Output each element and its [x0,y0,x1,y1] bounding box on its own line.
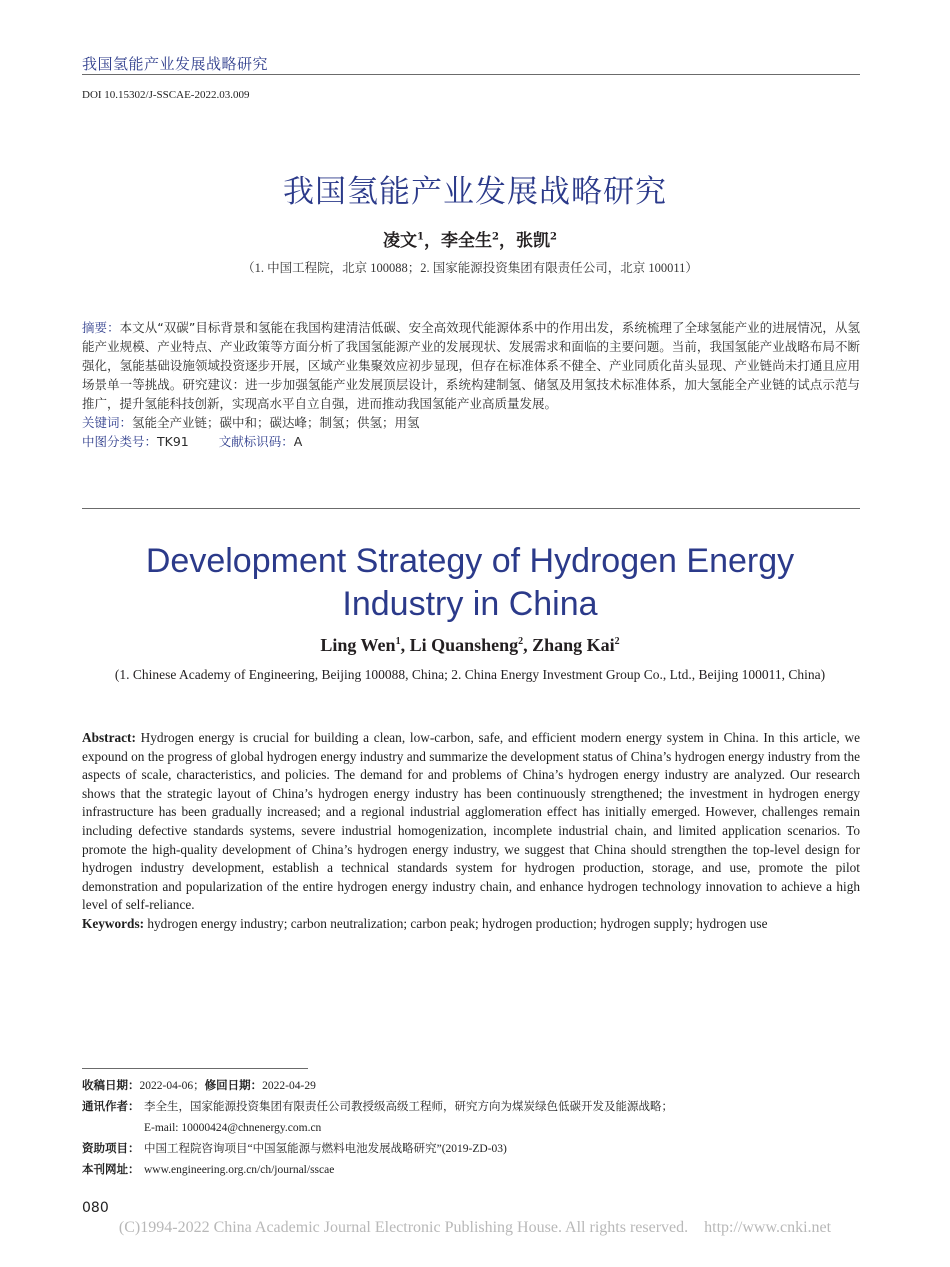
english-title [0,540,940,626]
doc-code-label: 文献标识码： [218,434,294,449]
section-divider [82,508,860,509]
journal-url-link[interactable]: www.engineering.org.cn/ch/journal/sscae [144,1164,335,1176]
chinese-affiliation: （1. 中国工程院，北京 100088；2. 国家能源投资集团有限责任公司，北京 100011） [242,261,698,275]
footnote-funding [82,1139,860,1160]
footnote-url [82,1160,860,1181]
page-number: 080 [82,1200,109,1216]
keywords-text: hydrogen energy industry; carbon neutralization; carbon peak; hydrogen production; hydrogen supply; hydrogen use [147,915,768,931]
running-head: 我国氢能产业发展战略研究 [82,55,269,73]
english-abstract-block [82,729,860,934]
english-title-line: Development Strategy of Hydrogen Energy [145,542,795,580]
clc-label: 中图分类号： [82,434,158,449]
chinese-abstract-block [82,318,860,451]
english-affiliation: (1. Chinese Academy of Engineering, Beijing 100088, China; 2. China Energy Investment Group Co., Ltd., Beijing 100011, China) [114,667,826,682]
author-name: Ling Wen [320,635,396,655]
chinese-keywords [82,413,860,432]
copyright-notice: (C)1994-2022 China Academic Journal Electronic Publishing House. All rights reserved. [118,1219,689,1236]
author-affil-mark: 2 [492,231,499,243]
author-affil-mark: 2 [518,636,524,647]
url-label: 本刊网址： [82,1164,140,1176]
header-divider [82,74,860,75]
abstract-label: 摘要： [82,320,120,335]
author-name: 张凯 [515,231,550,251]
author-affil-mark: 1 [395,636,401,647]
doc-code-value: A [293,434,303,449]
english-authors [0,635,940,656]
footnote-dates [82,1076,860,1097]
cnki-link[interactable]: http://www.cnki.net [704,1219,832,1236]
author-name: Li Quansheng [409,635,519,655]
abstract-label: Abstract: [82,730,136,745]
chinese-abstract [82,318,860,413]
clc-value: TK91 [157,434,189,449]
abstract-text: 本文从“双碳”目标背景和氢能在我国构建清洁低碳、安全高效现代能源体系中的作用出发，系统梳理了全球氢能产业的进展情况，从氢能产业规模、产业特点、产业政策等方面分析了我国氢能源产业的发展现状、发展需求和面临的主要问题。当前，我国氢能产业战略布局不断强化，氢能基础设施领域投资逐步开展，区域产业集聚效应初步显现，但存在标准体系不健全、产业同质化苗头显现、产业链尚未打通且应用场景单一等挑战。研究建议：进一步加强氢能产业发展顶层设计，系统构建制氢、储氢及用氢技术标准体系，加大氢能全产业链的试点示范与推广，提升氢能科技创新，实现高水平自立自强，进而推动我国氢能产业高质量发展。 [82,320,860,411]
english-keywords [82,915,860,934]
footnotes [82,1076,860,1181]
revised-date: 2022-04-29 [262,1080,316,1092]
author-separator: , [400,635,410,655]
copyright-watermark [30,1219,920,1237]
corresponding-text: 李全生，国家能源投资集团有限责任公司教授级高级工程师，研究方向为煤炭绿色低碳开发及能源战略； [144,1101,673,1113]
chinese-authors [0,226,940,251]
revised-label: 修回日期： [204,1080,263,1092]
author-name: 凌文 [383,231,418,251]
author-affil-mark: 2 [614,636,620,647]
author-name: 李全生 [441,231,493,251]
author-name: Zhang Kai [532,635,615,655]
funding-label: 资助项目： [82,1143,140,1155]
keywords-label: Keywords: [82,915,145,931]
received-date: 2022-04-06； [139,1080,205,1092]
abstract-text: Hydrogen energy is crucial for building a clean, low-carbon, safe, and efficient modern energy system in China. In this article, we expound on the progress of global hydrogen energy industry and summarize the development status of China’s hydrogen energy industry from the aspects of scale, characteristics, and policies. The demand for and problems of China’s hydrogen energy industry are analyzed. Our research shows that the strategic layout of China’s hydrogen energy industry has been continuously strengthened; the investment in hydrogen energy infrastructure has been gradually increased; and a regional industrial agglomeration effect has initially emerged. However, challenges remain including defective standards systems, severe industrial homogenization, incomplete industrial chain, and limited application scenarios. To promote the high-quality development of China’s hydrogen energy industry, we suggest that China should strengthen the top-level design for hydrogen industry development, establish a technical standards system for hydrogen production, storage, and use, promote the pilot demonstration and popularization of the entire hydrogen energy industry chain, and enhance hydrogen technology innovation to achieve a high level of self-reliance. [82,730,860,913]
author-separator: , [523,635,533,655]
english-abstract [82,729,860,915]
author-separator: ， [498,231,516,251]
received-label: 收稿日期： [82,1080,140,1092]
keywords-label: 关键词： [82,415,133,430]
doi[interactable]: DOI 10.15302/J-SSCAE-2022.03.009 [82,89,250,101]
english-title-line: Industry in China [342,585,598,623]
author-affil-mark: 2 [549,231,557,243]
corresponding-email[interactable]: E-mail: 10000424@chnenergy.com.cn [144,1122,322,1134]
author-separator: ， [424,231,442,251]
chinese-title: 我国氢能产业发展战略研究 [283,174,667,210]
corresponding-label: 通讯作者： [82,1101,140,1113]
keywords-text: 氢能全产业链；碳中和；碳达峰；制氢；供氢；用氢 [132,415,420,430]
footnote-divider [82,1068,308,1069]
footnote-corresponding [82,1097,860,1118]
author-affil-mark: 1 [417,231,425,243]
funding-text: 中国工程院咨询项目“中国氢能源与燃料电池发展战略研究”(2019-ZD-03) [144,1143,507,1155]
chinese-classification [82,432,860,451]
